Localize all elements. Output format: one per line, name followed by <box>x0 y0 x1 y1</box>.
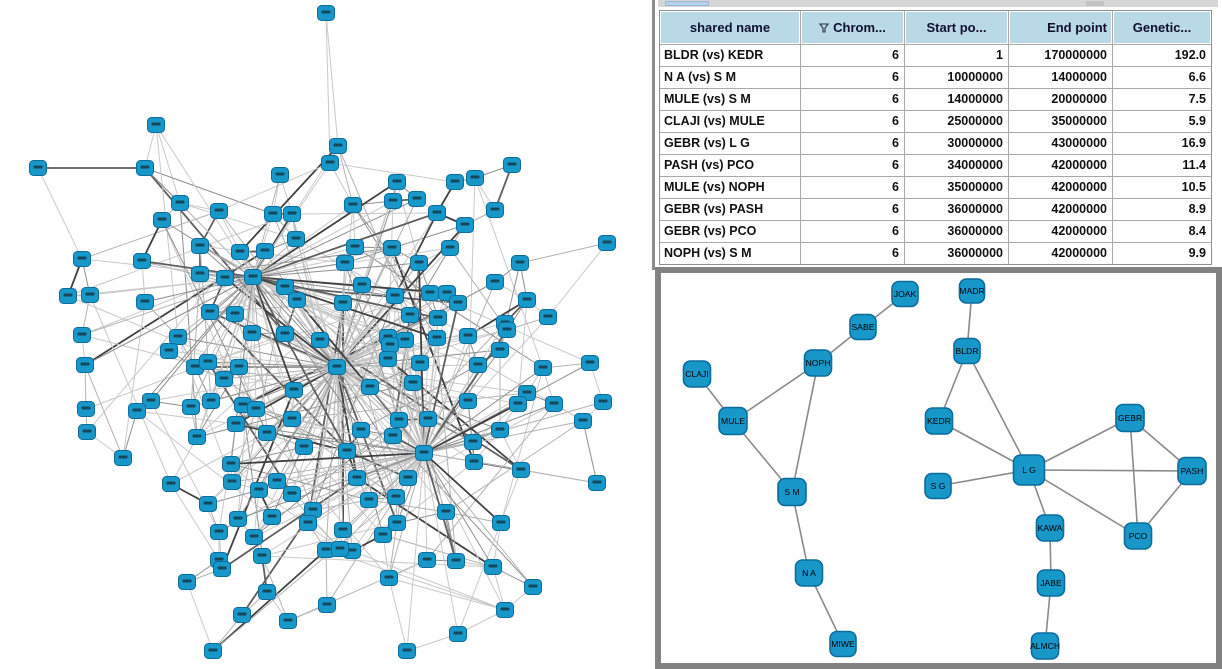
node[interactable] <box>467 171 484 186</box>
node[interactable] <box>129 404 146 419</box>
table-cell-r1-c0[interactable]: N A (vs) S M <box>660 67 800 88</box>
node[interactable] <box>254 549 271 564</box>
node[interactable] <box>78 402 95 417</box>
table-cell-r8-c3[interactable]: 42000000 <box>1009 221 1112 242</box>
table-cell-r7-c2[interactable]: 36000000 <box>905 199 1008 220</box>
table-cell-r6-c4[interactable]: 10.5 <box>1113 177 1211 198</box>
node[interactable] <box>259 585 276 600</box>
edge-LG-PASH[interactable] <box>1029 470 1192 471</box>
node[interactable] <box>510 397 527 412</box>
node[interactable] <box>189 430 206 445</box>
node[interactable] <box>230 512 247 527</box>
node[interactable] <box>465 435 482 450</box>
table-cell-r4-c0[interactable]: GEBR (vs) L G <box>660 133 800 154</box>
table-cell-r6-c1[interactable]: 6 <box>801 177 904 198</box>
table-cell-r9-c4[interactable]: 9.9 <box>1113 243 1211 264</box>
node[interactable] <box>362 380 379 395</box>
node[interactable] <box>30 161 47 176</box>
node[interactable] <box>339 444 356 459</box>
node[interactable] <box>405 376 422 391</box>
node[interactable] <box>512 256 529 271</box>
node-NOPH[interactable] <box>805 350 832 376</box>
node[interactable] <box>257 244 274 259</box>
node[interactable] <box>300 516 317 531</box>
table-cell-r3-c0[interactable]: CLAJI (vs) MULE <box>660 111 800 132</box>
node[interactable] <box>284 487 301 502</box>
node[interactable] <box>575 414 592 429</box>
node[interactable] <box>170 330 187 345</box>
node[interactable] <box>172 196 189 211</box>
node[interactable] <box>200 497 217 512</box>
edge-attribute-table <box>659 10 1212 265</box>
node[interactable] <box>60 289 77 304</box>
node-label: PCO <box>1128 531 1148 541</box>
node[interactable] <box>519 293 536 308</box>
node[interactable] <box>82 288 99 303</box>
node[interactable] <box>535 361 552 376</box>
table-cell-r1-c3[interactable]: 14000000 <box>1009 67 1112 88</box>
overview-network-panel <box>655 267 1222 669</box>
edge-table-panel <box>655 0 1222 267</box>
node[interactable] <box>375 528 392 543</box>
node[interactable] <box>214 562 231 577</box>
node[interactable] <box>284 412 301 427</box>
edge-NOPH-SM[interactable] <box>792 363 818 492</box>
node[interactable] <box>411 256 428 271</box>
node[interactable] <box>234 608 251 623</box>
node[interactable] <box>134 254 151 269</box>
node[interactable] <box>546 397 563 412</box>
node[interactable] <box>391 413 408 428</box>
node-label: S M <box>784 487 800 497</box>
table-cell-r0-c2[interactable]: 1 <box>905 45 1008 66</box>
node[interactable] <box>211 204 228 219</box>
edge[interactable] <box>389 578 407 651</box>
node[interactable] <box>192 267 209 282</box>
node[interactable] <box>589 476 606 491</box>
table-cell-r6-c3[interactable]: 42000000 <box>1009 177 1112 198</box>
node[interactable] <box>466 455 483 470</box>
node[interactable] <box>420 412 437 427</box>
node[interactable] <box>277 280 294 295</box>
node[interactable] <box>217 271 234 286</box>
node[interactable] <box>389 516 406 531</box>
scrollbar-thumb[interactable] <box>665 1 709 6</box>
node[interactable] <box>450 296 467 311</box>
table-cell-r0-c3[interactable]: 170000000 <box>1009 45 1112 66</box>
node-label: MADR <box>959 286 985 296</box>
node[interactable] <box>457 218 474 233</box>
table-cell-r5-c0[interactable]: PASH (vs) PCO <box>660 155 800 176</box>
table-cell-r4-c3[interactable]: 43000000 <box>1009 133 1112 154</box>
node[interactable] <box>259 426 276 441</box>
table-cell-r7-c0[interactable]: GEBR (vs) PASH <box>660 199 800 220</box>
node-label: KAWA <box>1037 523 1063 533</box>
node[interactable] <box>211 525 228 540</box>
table-cell-r3-c3[interactable]: 35000000 <box>1009 111 1112 132</box>
node[interactable] <box>179 575 196 590</box>
filter-icon[interactable] <box>819 23 829 33</box>
node[interactable] <box>525 580 542 595</box>
node[interactable] <box>232 245 249 260</box>
node-label: JOAK <box>893 289 917 299</box>
node[interactable] <box>460 394 477 409</box>
node-label: SABE <box>851 322 875 332</box>
node[interactable] <box>248 402 265 417</box>
table-cell-r2-c2[interactable]: 14000000 <box>905 89 1008 110</box>
table-cell-r3-c1[interactable]: 6 <box>801 111 904 132</box>
edge-GEBR-PCO[interactable] <box>1130 418 1138 536</box>
node[interactable] <box>402 308 419 323</box>
node[interactable] <box>137 295 154 310</box>
node[interactable] <box>200 355 217 370</box>
node-GEBR[interactable] <box>1116 405 1144 432</box>
edge[interactable] <box>475 178 543 368</box>
node[interactable] <box>288 232 305 247</box>
node[interactable] <box>470 358 487 373</box>
node[interactable] <box>332 542 349 557</box>
node[interactable] <box>447 175 464 190</box>
node[interactable] <box>450 627 467 642</box>
node-NA[interactable] <box>796 560 823 586</box>
node[interactable] <box>385 429 402 444</box>
node[interactable] <box>296 440 313 455</box>
node[interactable] <box>74 252 91 267</box>
node[interactable] <box>205 644 222 659</box>
table-cell-r9-c1[interactable]: 6 <box>801 243 904 264</box>
node[interactable] <box>381 571 398 586</box>
node-label: L G <box>1022 465 1036 475</box>
table-cell-r6-c2[interactable]: 35000000 <box>905 177 1008 198</box>
table-cell-r2-c1[interactable]: 6 <box>801 89 904 110</box>
node[interactable] <box>330 139 347 154</box>
column-header-genetic[interactable]: Genetic... <box>1113 11 1211 44</box>
node[interactable] <box>319 598 336 613</box>
table-cell-r0-c0[interactable]: BLDR (vs) KEDR <box>660 45 800 66</box>
node-PCO[interactable] <box>1125 523 1152 549</box>
node[interactable] <box>599 236 616 251</box>
node-label: MIWE <box>831 639 855 649</box>
node[interactable] <box>382 338 399 353</box>
overview-network-canvas-frame <box>661 273 1216 663</box>
table-cell-r3-c4[interactable]: 5.9 <box>1113 111 1211 132</box>
node-MULE[interactable] <box>719 408 747 435</box>
table-cell-r1-c1[interactable]: 6 <box>801 67 904 88</box>
node[interactable] <box>460 329 477 344</box>
node-LG[interactable] <box>1014 455 1045 485</box>
node[interactable] <box>388 490 405 505</box>
table-cell-r5-c1[interactable]: 6 <box>801 155 904 176</box>
node[interactable] <box>335 296 352 311</box>
node[interactable] <box>385 194 402 209</box>
node[interactable] <box>429 206 446 221</box>
node-CLAJI[interactable] <box>684 361 711 387</box>
node-ALMCH[interactable] <box>1030 633 1060 659</box>
node-JABE[interactable] <box>1038 570 1065 596</box>
node[interactable] <box>192 239 209 254</box>
table-cell-r9-c3[interactable]: 42000000 <box>1009 243 1112 264</box>
edge-BLDR-LG[interactable] <box>967 351 1029 470</box>
node[interactable] <box>280 614 297 629</box>
node[interactable] <box>77 358 94 373</box>
node[interactable] <box>265 207 282 222</box>
table-cell-r8-c1[interactable]: 6 <box>801 221 904 242</box>
node[interactable] <box>264 510 281 525</box>
node-SM[interactable] <box>778 479 806 506</box>
node[interactable] <box>345 198 362 213</box>
column-header-chromosome[interactable] <box>801 11 904 44</box>
node[interactable] <box>354 278 371 293</box>
node[interactable] <box>224 475 241 490</box>
node[interactable] <box>416 446 433 461</box>
node[interactable] <box>353 423 370 438</box>
node[interactable] <box>409 192 426 207</box>
column-header-start-position[interactable]: Start po... <box>905 11 1008 44</box>
node[interactable] <box>540 310 557 325</box>
table-cell-r5-c3[interactable]: 42000000 <box>1009 155 1112 176</box>
node[interactable] <box>389 175 406 190</box>
node[interactable] <box>487 275 504 290</box>
column-header-end-point[interactable]: End point <box>1009 11 1112 44</box>
node[interactable] <box>284 207 301 222</box>
node[interactable] <box>337 256 354 271</box>
table-cell-r0-c4[interactable]: 192.0 <box>1113 45 1211 66</box>
node[interactable] <box>312 333 329 348</box>
node[interactable] <box>399 644 416 659</box>
node-KAWA[interactable] <box>1037 515 1064 541</box>
node[interactable] <box>492 423 509 438</box>
node[interactable] <box>438 505 455 520</box>
node[interactable] <box>429 331 446 346</box>
node[interactable] <box>231 360 248 375</box>
node-MADR[interactable] <box>959 279 984 303</box>
node[interactable] <box>289 293 306 308</box>
node-JOAK[interactable] <box>892 282 918 307</box>
node[interactable] <box>361 493 378 508</box>
node[interactable] <box>412 356 429 371</box>
node[interactable] <box>422 286 439 301</box>
node[interactable] <box>419 553 436 568</box>
node[interactable] <box>203 394 220 409</box>
table-cell-r2-c4[interactable]: 7.5 <box>1113 89 1211 110</box>
node[interactable] <box>329 360 346 375</box>
table-cell-r7-c4[interactable]: 8.9 <box>1113 199 1211 220</box>
node[interactable] <box>349 471 366 486</box>
table-cell-r8-c4[interactable]: 8.4 <box>1113 221 1211 242</box>
edge[interactable] <box>191 277 253 407</box>
node[interactable] <box>74 328 91 343</box>
node-label: MULE <box>721 416 745 426</box>
node[interactable] <box>504 158 521 173</box>
table-cell-r6-c0[interactable]: MULE (vs) NOPH <box>660 177 800 198</box>
node[interactable] <box>380 352 397 367</box>
node[interactable] <box>244 326 261 341</box>
node[interactable] <box>384 241 401 256</box>
node[interactable] <box>161 344 178 359</box>
node-label: KEDR <box>927 416 951 426</box>
column-header-chromosome-label: Chrom... <box>833 20 886 35</box>
overview-network-canvas[interactable] <box>661 273 1216 663</box>
node-label: ALMCH <box>1029 641 1061 651</box>
table-cell-r3-c2[interactable]: 25000000 <box>905 111 1008 132</box>
edge[interactable] <box>38 168 82 259</box>
node[interactable] <box>163 477 180 492</box>
node[interactable] <box>269 474 286 489</box>
edge[interactable] <box>288 560 427 621</box>
node[interactable] <box>227 307 244 322</box>
node-KEDR[interactable] <box>926 408 953 434</box>
node[interactable] <box>497 603 514 618</box>
node-label: N A <box>802 568 816 578</box>
node-SABE[interactable] <box>850 315 876 340</box>
node[interactable] <box>335 523 352 538</box>
table-cell-r7-c1[interactable]: 6 <box>801 199 904 220</box>
edge[interactable] <box>583 421 597 483</box>
node[interactable] <box>246 530 263 545</box>
node[interactable] <box>148 118 165 133</box>
edge[interactable] <box>171 484 219 560</box>
node[interactable] <box>272 168 289 183</box>
node[interactable] <box>448 554 465 569</box>
node[interactable] <box>251 483 268 498</box>
node[interactable] <box>485 560 502 575</box>
edge[interactable] <box>389 578 505 610</box>
node-label: PASH <box>1180 466 1204 476</box>
table-cell-r4-c1[interactable]: 6 <box>801 133 904 154</box>
table-cell-r9-c2[interactable]: 36000000 <box>905 243 1008 264</box>
node[interactable] <box>277 327 294 342</box>
table-cell-r7-c3[interactable]: 42000000 <box>1009 199 1112 220</box>
node[interactable] <box>318 6 335 21</box>
node-label: BLDR <box>955 346 979 356</box>
node-label: S G <box>930 481 946 491</box>
node[interactable] <box>154 213 171 228</box>
node[interactable] <box>115 451 132 466</box>
table-cell-r5-c2[interactable]: 34000000 <box>905 155 1008 176</box>
table-cell-r9-c0[interactable]: NOPH (vs) S M <box>660 243 800 264</box>
node[interactable] <box>400 471 417 486</box>
node[interactable] <box>79 425 96 440</box>
column-header-shared-name[interactable]: shared name <box>660 11 800 44</box>
table-cell-r8-c2[interactable]: 36000000 <box>905 221 1008 242</box>
node[interactable] <box>202 305 219 320</box>
node[interactable] <box>487 203 504 218</box>
table-cell-r1-c4[interactable]: 6.6 <box>1113 67 1211 88</box>
scrollbar-notch <box>1086 1 1104 6</box>
node[interactable] <box>493 516 510 531</box>
node-label: GEBR <box>1117 413 1143 423</box>
node-label: JABE <box>1040 578 1062 588</box>
node-label: NOPH <box>805 358 831 368</box>
table-cell-r0-c1[interactable]: 6 <box>801 45 904 66</box>
table-cell-r5-c4[interactable]: 11.4 <box>1113 155 1211 176</box>
node-MIWE[interactable] <box>830 632 856 657</box>
node-PASH[interactable] <box>1178 458 1206 485</box>
edge[interactable] <box>292 213 437 214</box>
table-cell-r1-c2[interactable]: 10000000 <box>905 67 1008 88</box>
table-cell-r2-c0[interactable]: MULE (vs) S M <box>660 89 800 110</box>
node[interactable] <box>216 372 233 387</box>
table-cell-r8-c0[interactable]: GEBR (vs) PCO <box>660 221 800 242</box>
edge[interactable] <box>326 550 327 605</box>
node[interactable] <box>347 240 364 255</box>
node[interactable] <box>513 463 530 478</box>
node[interactable] <box>582 356 599 371</box>
node[interactable] <box>499 323 516 338</box>
table-horizontal-scrollbar[interactable] <box>658 0 1218 7</box>
table-cell-r2-c3[interactable]: 20000000 <box>1009 89 1112 110</box>
node[interactable] <box>137 161 154 176</box>
node[interactable] <box>322 156 339 171</box>
node[interactable] <box>387 289 404 304</box>
node[interactable] <box>223 457 240 472</box>
node-BLDR[interactable] <box>954 339 980 364</box>
node[interactable] <box>228 417 245 432</box>
node[interactable] <box>397 333 414 348</box>
node[interactable] <box>430 311 447 326</box>
node[interactable] <box>492 343 509 358</box>
node[interactable] <box>245 270 262 285</box>
node[interactable] <box>442 241 459 256</box>
node-label: CLAJI <box>685 369 709 379</box>
edge[interactable] <box>187 582 213 651</box>
table-cell-r4-c2[interactable]: 30000000 <box>905 133 1008 154</box>
node-SG[interactable] <box>925 474 951 499</box>
table-cell-r4-c4[interactable]: 16.9 <box>1113 133 1211 154</box>
node[interactable] <box>595 395 612 410</box>
node[interactable] <box>183 400 200 415</box>
node[interactable] <box>286 383 303 398</box>
